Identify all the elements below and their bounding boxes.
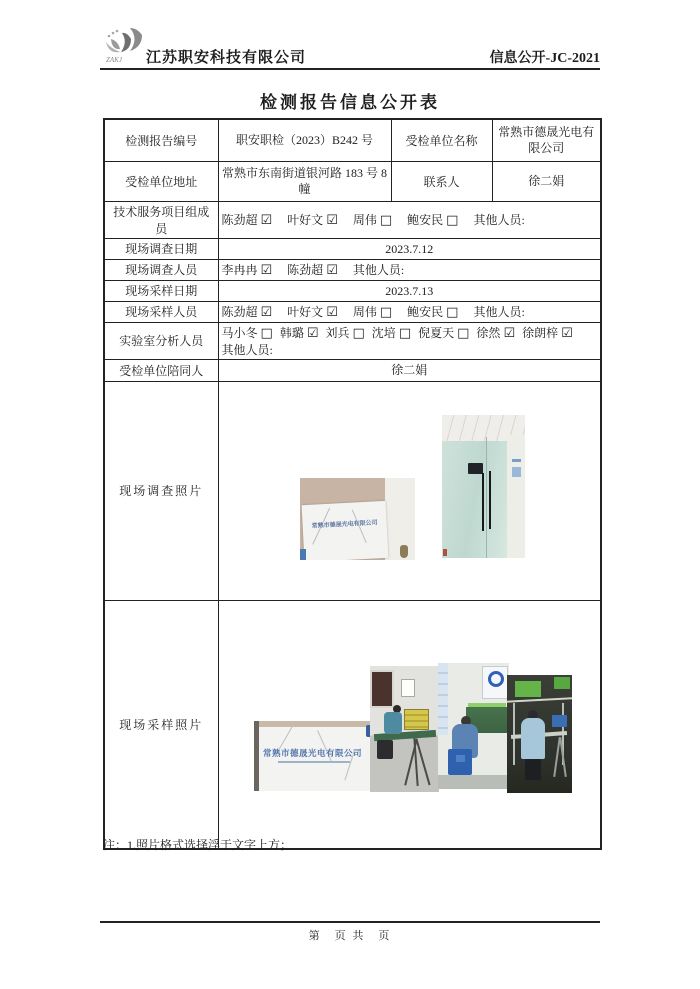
logo-caption: ZAKJ	[106, 56, 122, 64]
banner-decor	[438, 663, 448, 735]
unit-name-value: 常熟市德晟光电有限公司	[492, 119, 601, 161]
member-item	[353, 305, 392, 319]
checkbox-glyph: □	[446, 305, 459, 320]
checkbox-glyph: ☑	[326, 305, 338, 320]
sampling-equipment	[552, 715, 567, 727]
person-figure	[521, 718, 545, 759]
member-item	[325, 326, 364, 340]
member-name: 徐然	[476, 325, 501, 340]
photo-decor	[254, 721, 373, 727]
sampling-equipment	[404, 709, 429, 730]
member-name: 叶好文	[287, 305, 324, 319]
sampling-staff-members-cell	[218, 301, 601, 322]
person-figure	[384, 712, 402, 734]
member-name: 倪夏天	[418, 325, 455, 340]
checkbox-glyph: ☑	[306, 325, 319, 341]
glass-frame	[486, 437, 487, 558]
address-label: 受检单位地址	[104, 161, 218, 201]
company-sign-text: 常熟市德晟光电有限公司	[311, 519, 378, 530]
member-item	[476, 326, 515, 340]
member-name: 李冉冉	[221, 263, 258, 277]
lab-staff-label: 实验室分析人员	[104, 322, 218, 359]
table-row	[104, 201, 601, 238]
report-no-value: 职安职检（2023）B242 号	[218, 119, 391, 161]
door-handle	[482, 473, 484, 531]
table-row	[104, 301, 601, 322]
survey-photo-entrance	[442, 415, 525, 558]
table-row	[104, 359, 601, 381]
member-item	[222, 213, 273, 227]
survey-photo-reception	[300, 478, 415, 560]
checkbox-glyph: ☑	[326, 213, 338, 228]
sampling-photo-pump-operator	[370, 666, 439, 792]
chair-decor	[525, 759, 541, 780]
table-row	[104, 161, 601, 201]
table-row	[104, 119, 601, 161]
member-item	[418, 326, 469, 340]
door-plate	[512, 467, 521, 477]
photo-decor	[300, 549, 306, 560]
page-title: 检测报告信息公开表	[260, 93, 440, 112]
member-name: 沈培	[371, 325, 396, 340]
member-name: 周伟	[352, 213, 377, 227]
checkbox-glyph: □	[457, 325, 470, 341]
member-item	[407, 213, 458, 227]
other-members-label: 其他人员:	[473, 213, 525, 227]
member-name: 徐朗梓	[522, 325, 559, 340]
lab-staff-members-cell	[218, 322, 601, 359]
sampling-date-label: 现场采样日期	[104, 280, 218, 301]
sampling-photo-company-sign	[254, 721, 373, 791]
table-row	[104, 381, 601, 600]
member-item	[222, 326, 273, 340]
checkbox-glyph: ☑	[326, 263, 338, 278]
member-name: 周伟	[352, 305, 377, 319]
sampling-photo-bench-analyst	[507, 675, 572, 793]
escort-value: 徐二娟	[218, 359, 601, 381]
contact-label: 联系人	[391, 161, 492, 201]
member-item	[222, 305, 273, 319]
wall-poster	[482, 666, 508, 699]
member-item	[287, 263, 338, 277]
photo-decor	[456, 755, 465, 762]
photo-decor	[438, 775, 509, 789]
bench-light	[468, 703, 506, 707]
footnote: 注：1.照片格式选择浮于文字上方；	[103, 838, 293, 852]
sampling-photo-area	[219, 601, 601, 848]
sampling-photos-cell	[218, 600, 601, 849]
survey-date-value: 2023.7.12	[218, 238, 601, 259]
table-row	[104, 280, 601, 301]
checkbox-glyph: □	[379, 213, 393, 228]
sampling-equipment	[448, 749, 472, 775]
member-name: 刘兵	[325, 325, 350, 340]
member-item	[353, 213, 392, 227]
member-item	[287, 305, 338, 319]
checkbox-glyph: ☑	[561, 325, 573, 341]
survey-staff-members-cell	[218, 259, 601, 280]
checkbox-glyph: □	[379, 305, 393, 320]
checkbox-glyph: □	[446, 213, 459, 228]
sampling-staff-label: 现场采样人员	[104, 301, 218, 322]
tech-team-label: 技术服务项目组成员	[104, 201, 218, 238]
member-name: 鲍安民	[407, 213, 444, 227]
member-name: 马小冬	[221, 325, 258, 340]
survey-staff-label: 现场调查人员	[104, 259, 218, 280]
member-item	[222, 263, 273, 277]
checkbox-glyph: □	[398, 325, 412, 341]
member-name: 陈劲超	[287, 263, 324, 277]
other-members-label: 其他人员:	[473, 305, 525, 319]
checkbox-glyph: ☑	[260, 263, 273, 278]
table-row	[104, 259, 601, 280]
doc-code: 信息公开-JC-2021	[489, 51, 600, 66]
member-name: 鲍安民	[407, 305, 444, 319]
other-members-label: 其他人员:	[221, 342, 273, 357]
logo-ring-icon	[488, 671, 504, 687]
certificate-frame	[401, 679, 415, 697]
table-row	[104, 600, 601, 849]
table-row	[104, 322, 601, 359]
checkbox-glyph: ☑	[260, 213, 273, 228]
address-value: 常熟市东南街道银河路 183 号 8 幢	[218, 161, 391, 201]
sampling-date-value: 2023.7.13	[218, 280, 601, 301]
member-name: 叶好文	[287, 213, 324, 227]
member-name: 陈劲超	[221, 213, 258, 227]
company-name: 江苏职安科技有限公司	[146, 50, 307, 66]
door-plate	[512, 459, 521, 462]
green-panel	[515, 681, 541, 697]
photo-decor	[254, 721, 259, 791]
survey-date-label: 现场调查日期	[104, 238, 218, 259]
photo-decor	[507, 435, 525, 558]
escort-label: 受检单位陪同人	[104, 359, 218, 381]
member-name: 陈劲超	[221, 305, 258, 319]
bench-post	[513, 703, 515, 765]
glass-door	[442, 437, 508, 558]
checkbox-glyph: □	[260, 325, 273, 341]
tech-team-members-cell	[218, 201, 601, 238]
checkbox-glyph: ☑	[503, 325, 516, 341]
survey-photo-area	[219, 382, 601, 600]
sampling-photos-label: 现场采样照片	[104, 600, 218, 849]
other-members-label: 其他人员:	[352, 263, 405, 277]
member-item	[522, 326, 573, 340]
window-decor	[370, 670, 394, 708]
disclosure-form-table	[103, 118, 602, 850]
reception-desk	[301, 500, 388, 559]
checkbox-glyph: ☑	[260, 305, 273, 320]
member-item	[407, 305, 458, 319]
company-logo-icon	[100, 26, 146, 66]
checkbox-glyph: □	[352, 325, 365, 341]
contact-value: 徐二娟	[492, 161, 601, 201]
page-footer	[100, 921, 600, 943]
member-item	[372, 326, 411, 340]
photo-decor	[443, 549, 447, 556]
page-number-text: 第 页 共 页	[308, 930, 392, 942]
table-row	[104, 238, 601, 259]
survey-photos-label: 现场调查照片	[104, 381, 218, 600]
member-name: 韩璐	[279, 325, 304, 340]
sampling-photo-workshop	[438, 663, 509, 789]
door-sign	[468, 463, 483, 474]
survey-photos-cell	[218, 381, 601, 600]
unit-name-label: 受检单位名称	[391, 119, 492, 161]
photo-decor	[377, 740, 393, 759]
door-handle	[489, 471, 491, 529]
member-item	[287, 213, 338, 227]
company-sign-subtext-line	[278, 761, 350, 763]
page-header	[100, 26, 600, 70]
vase-decor	[400, 545, 408, 558]
member-item	[280, 326, 319, 340]
green-panel	[554, 677, 570, 689]
report-no-label: 检测报告编号	[104, 119, 218, 161]
company-sign-text: 常熟市德晟光电有限公司	[262, 747, 362, 758]
